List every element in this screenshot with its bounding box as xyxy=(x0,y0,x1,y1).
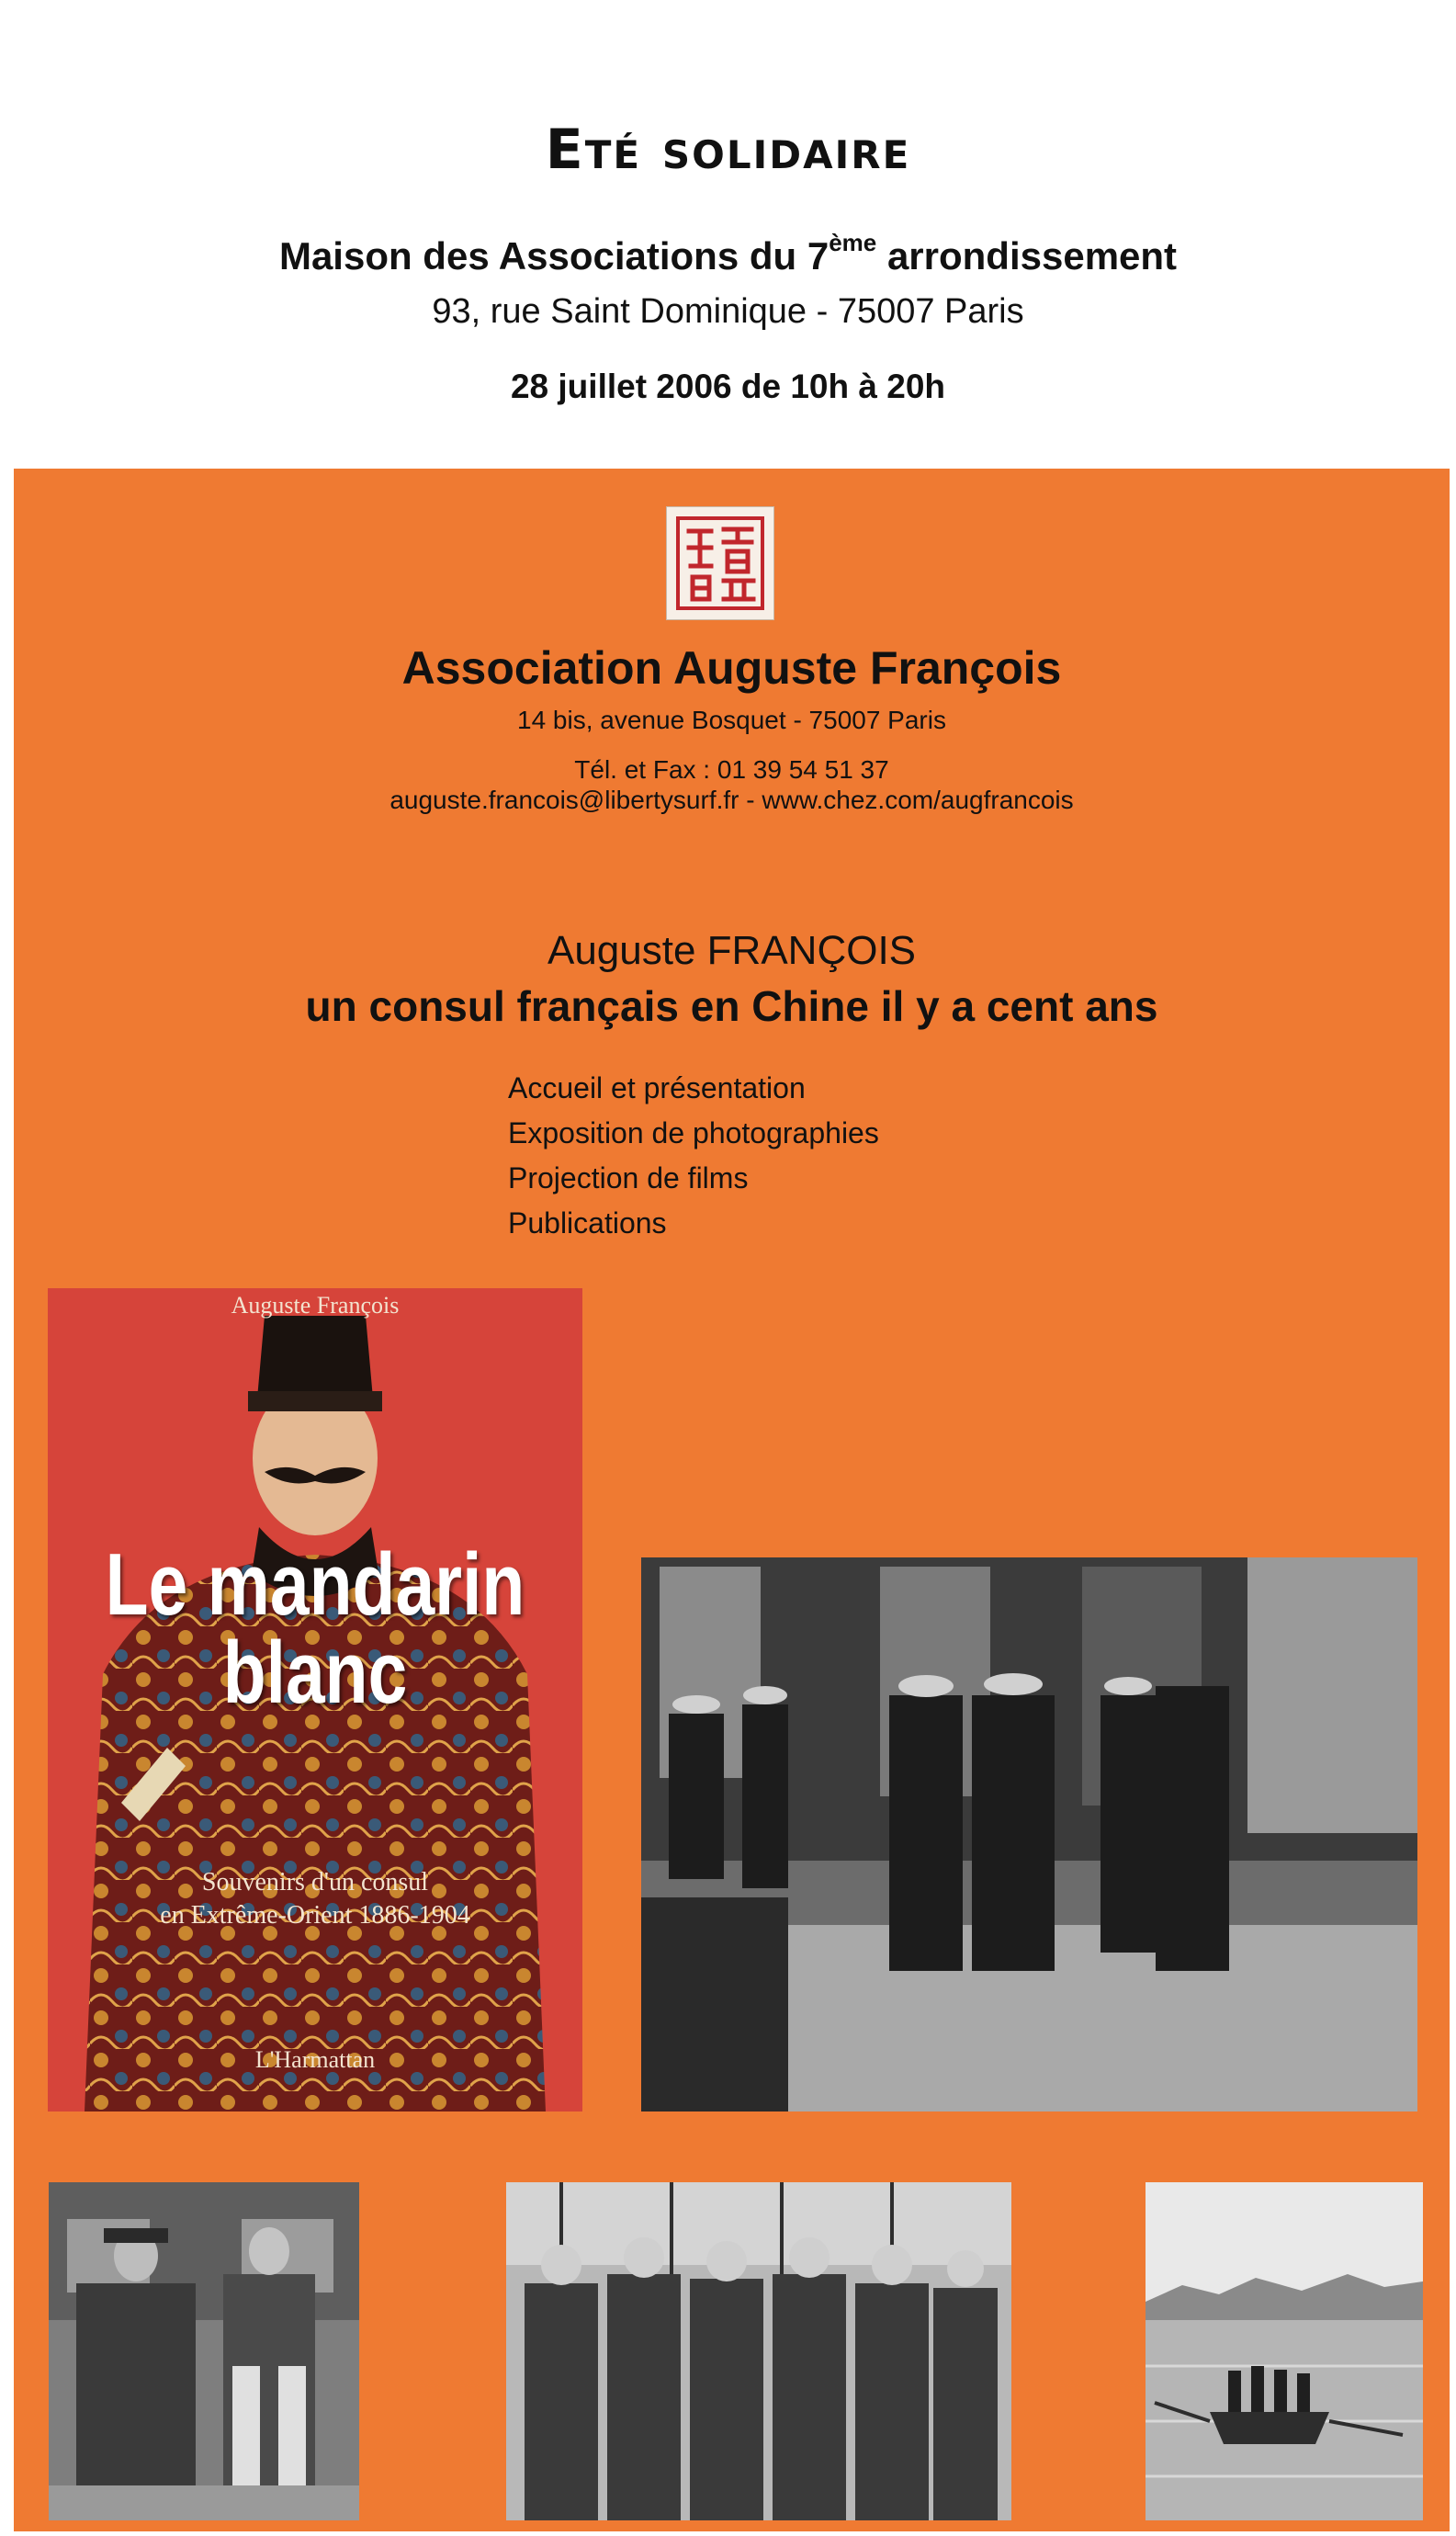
book-title xyxy=(101,1535,529,1722)
venue-address: 93, rue Saint Dominique - 75007 Paris xyxy=(432,292,1024,331)
ceremony-photo xyxy=(641,1557,1417,2111)
event-title: Eté solidaire xyxy=(545,118,911,182)
association-phone: Tél. et Fax : 01 39 54 51 37 xyxy=(574,755,889,784)
book-subtitle-line: en Extrême-Orient 1886-1904 xyxy=(160,1901,470,1930)
book-title-line: blanc xyxy=(222,1624,408,1722)
orange-panel xyxy=(14,469,1450,2531)
book-cover xyxy=(48,1288,582,2111)
officials-photo xyxy=(49,2182,359,2520)
book-subtitle xyxy=(48,1866,582,1932)
venue-name-main: Maison des Associations du 7 xyxy=(278,234,830,277)
book-publisher: L'Harmattan xyxy=(254,2046,376,2073)
program-item: Accueil et présentation xyxy=(508,1071,806,1104)
book-author: Auguste François xyxy=(231,1292,400,1319)
contact-separator: - xyxy=(746,786,755,814)
venue-ordinal: ème xyxy=(829,229,877,256)
program-list xyxy=(508,1066,879,1246)
book-subtitle-line: Souvenirs d'un consul xyxy=(201,1868,429,1896)
association-contacts xyxy=(14,786,1450,815)
subject-tagline: un consul français en Chine il y a cent ans xyxy=(305,982,1158,1030)
program-item: Projection de films xyxy=(508,1161,749,1194)
boat-photo xyxy=(1146,2182,1423,2520)
subject-name: Auguste FRANÇOIS xyxy=(547,928,917,973)
event-date: 28 juillet 2006 de 10h à 20h xyxy=(510,368,946,405)
header xyxy=(0,0,1456,464)
program-item: Exposition de photographies xyxy=(508,1116,879,1149)
book-title-line: Le mandarin xyxy=(105,1535,525,1634)
chinese-seal-icon xyxy=(666,506,774,620)
venue-name xyxy=(0,229,1456,278)
association-name: Association Auguste François xyxy=(401,642,1062,694)
association-website[interactable]: www.chez.com/augfrancois xyxy=(762,786,1074,814)
association-email[interactable]: auguste.francois@libertysurf.fr xyxy=(389,786,739,814)
venue-name-suffix: arrondissement xyxy=(886,234,1178,277)
program-item: Publications xyxy=(508,1206,667,1240)
guards-photo xyxy=(506,2182,1011,2520)
association-address: 14 bis, avenue Bosquet - 75007 Paris xyxy=(517,706,946,734)
